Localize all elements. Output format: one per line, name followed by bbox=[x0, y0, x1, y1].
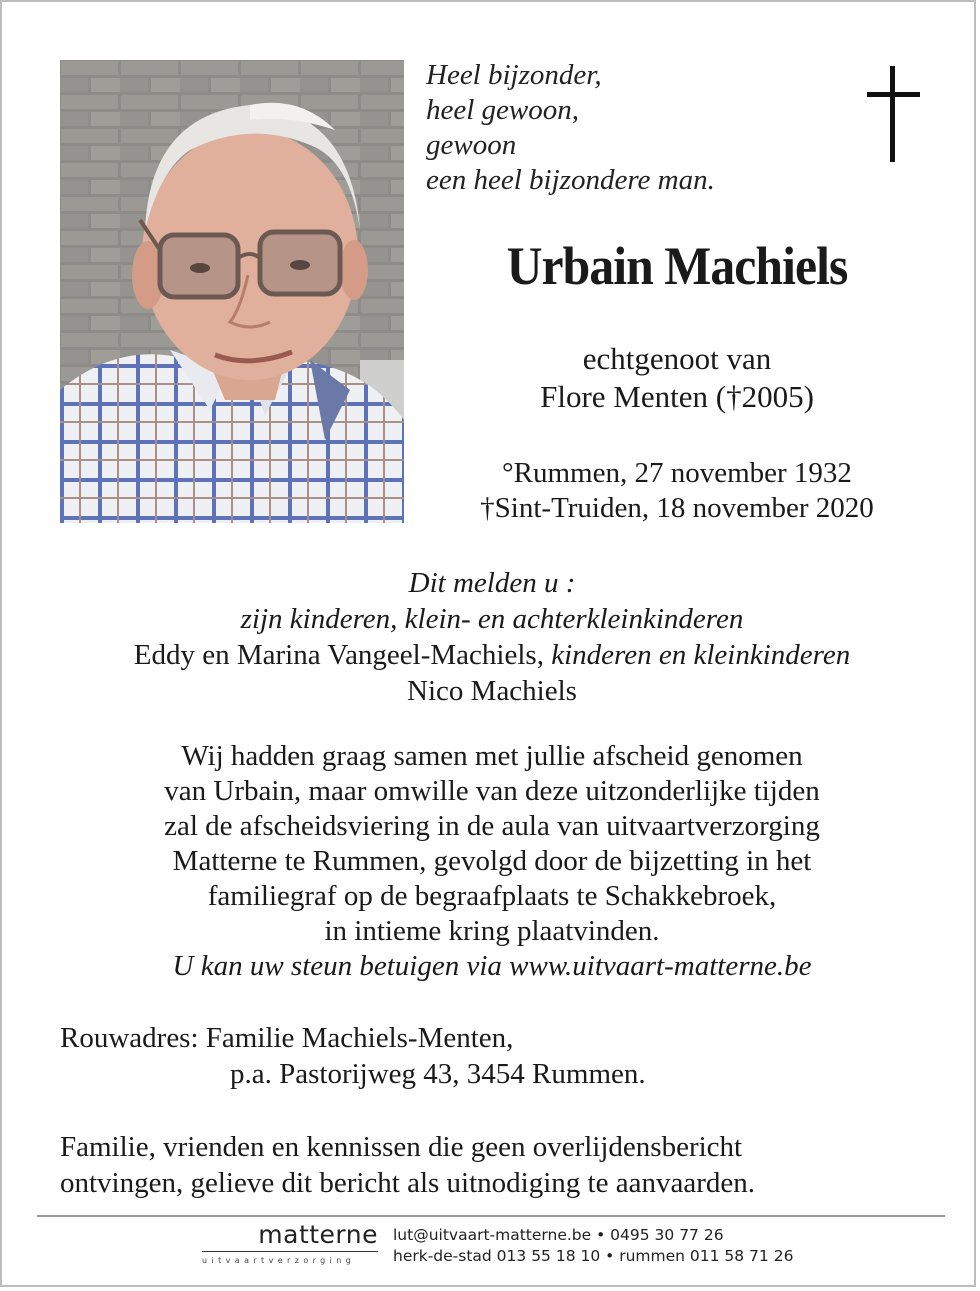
death-date: †Sint-Truiden, 18 november 2020 bbox=[480, 492, 874, 524]
child-name: Eddy en Marina Vangeel-Machiels, bbox=[133, 639, 544, 671]
announcement bbox=[22, 565, 962, 709]
poem bbox=[426, 58, 715, 198]
message-line: zal de afscheidsviering in de aula van uitvaartverzorging bbox=[164, 810, 820, 842]
mourning-address bbox=[60, 1020, 646, 1092]
matterne-logo bbox=[202, 1220, 378, 1265]
poem-line: gewoon bbox=[426, 129, 517, 161]
closing-line: Familie, vrienden en kennissen die geen overlijdensbericht bbox=[60, 1131, 743, 1163]
life-dates bbox=[412, 456, 942, 526]
footer-divider bbox=[37, 1215, 945, 1217]
logo-subtitle: uitvaartverzorging bbox=[202, 1256, 356, 1265]
closing-note bbox=[60, 1129, 755, 1201]
cross-icon bbox=[864, 66, 924, 162]
message-line: Matterne te Rummen, gevolgd door de bijzetting in het bbox=[172, 845, 812, 877]
logo-name: matterne bbox=[258, 1220, 378, 1249]
address-line: Rouwadres: Familie Machiels-Menten, bbox=[60, 1022, 514, 1054]
address-line: p.a. Pastorijweg 43, 3454 Rummen. bbox=[230, 1058, 646, 1090]
announcement-intro: Dit melden u : bbox=[408, 567, 576, 599]
spouse-intro: echtgenoot van bbox=[582, 341, 772, 376]
child-entry bbox=[22, 637, 962, 673]
support-line: U kan uw steun betuigen via www.uitvaart-matterne.be bbox=[172, 950, 812, 982]
family-line: zijn kinderen, klein- en achterkleinkinderen bbox=[240, 603, 744, 635]
message-line: familiegraf op de begraafplaats te Schakkebroek, bbox=[207, 880, 777, 912]
message-line: van Urbain, maar omwille van deze uitzonderlijke tijden bbox=[164, 775, 820, 807]
spouse-block bbox=[412, 340, 942, 416]
portrait-photo bbox=[60, 60, 404, 523]
poem-line: Heel bijzonder, bbox=[426, 59, 602, 91]
message-line: in intieme kring plaatvinden. bbox=[324, 915, 660, 947]
contact-line: lut@uitvaart-matterne.be • 0495 30 77 26 bbox=[393, 1226, 724, 1244]
deceased-name: Urbain Machiels bbox=[506, 236, 848, 296]
logo-underline bbox=[202, 1251, 378, 1252]
ceremony-message bbox=[22, 739, 962, 984]
child-suffix: kinderen en kleinkinderen bbox=[543, 639, 851, 671]
birth-date: °Rummen, 27 november 1932 bbox=[502, 457, 852, 489]
spouse-name: Flore Menten (†2005) bbox=[540, 379, 814, 414]
child-entry: Nico Machiels bbox=[407, 675, 577, 707]
message-line: Wij hadden graag samen met jullie afscheid genomen bbox=[181, 740, 803, 772]
contact-line: herk-de-stad 013 55 18 10 • rummen 011 58 71 26 bbox=[393, 1247, 794, 1265]
closing-line: ontvingen, gelieve dit bericht als uitnodiging te aanvaarden. bbox=[60, 1167, 755, 1199]
poem-line: heel gewoon, bbox=[426, 94, 580, 126]
poem-line: een heel bijzondere man. bbox=[426, 164, 715, 196]
contact-info bbox=[393, 1225, 793, 1267]
